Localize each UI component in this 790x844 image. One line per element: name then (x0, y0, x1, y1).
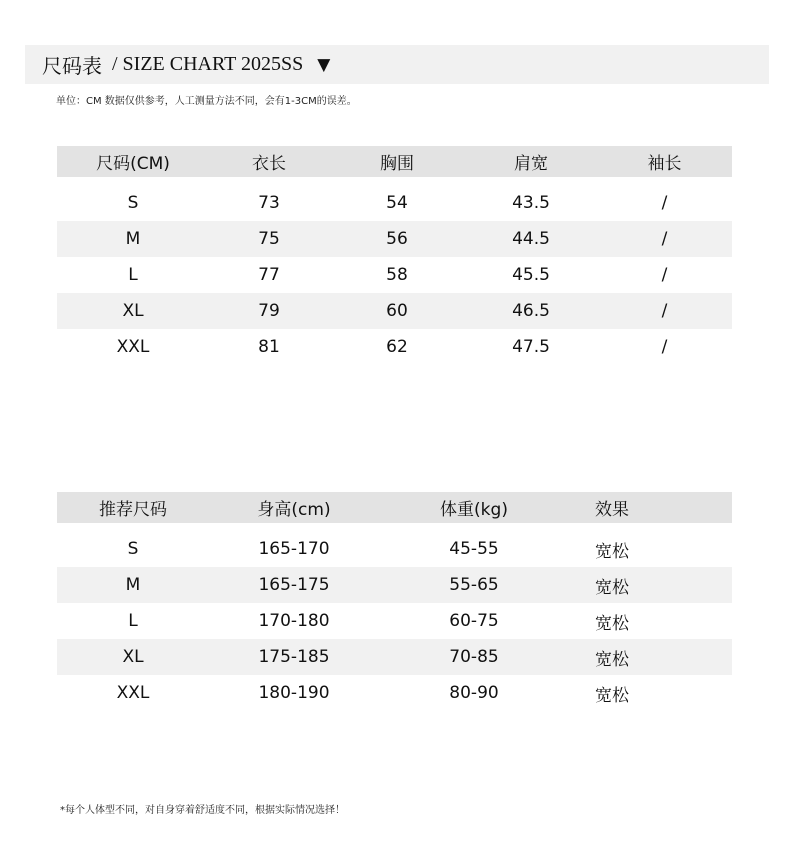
header-cell: 袖长 (597, 146, 732, 177)
chest-cell: 58 (386, 265, 408, 285)
fit-cell: 宽松 (595, 541, 629, 562)
header-cell: 体重(kg) (379, 492, 569, 523)
fit-cell: 宽松 (569, 639, 732, 675)
weight-cell: 60-75 (449, 611, 499, 631)
size-cell: XL (57, 639, 209, 675)
unit-note: 单位：CM 数据仅供参考，人工测量方法不同，会有1-3CM的误差。 (56, 96, 357, 107)
header-cell: 胸围 (329, 146, 465, 177)
chest-cell: 56 (329, 221, 465, 257)
table-header-row (57, 146, 732, 177)
size-cell: XL (57, 293, 209, 329)
header-cell: 尺码(CM) (57, 146, 209, 177)
title-chinese: 尺码表 (42, 54, 102, 78)
table-row (57, 567, 732, 603)
header-cell: 身高(cm) (209, 492, 379, 523)
sleeve-cell: / (661, 337, 668, 357)
sleeve-cell: / (661, 265, 668, 285)
size-measurement-table (57, 146, 732, 365)
size-cell: L (128, 265, 138, 285)
size-cell: S (127, 193, 139, 213)
size-recommendation-table (57, 492, 732, 711)
size-cell: XXL (116, 683, 150, 703)
size-cell: S (127, 539, 139, 559)
shoulder-cell: 43.5 (512, 193, 550, 213)
sleeve-cell: / (661, 193, 668, 213)
table-row (57, 329, 732, 365)
table-row (57, 293, 732, 329)
weight-cell: 70-85 (379, 639, 569, 675)
footnote: *每个人体型不同，对自身穿着舒适度不同，根据实际情况选择！ (60, 805, 345, 816)
header-cell: 衣长 (209, 146, 329, 177)
fit-cell: 宽松 (595, 685, 629, 706)
table-row (57, 221, 732, 257)
size-cell: M (57, 221, 209, 257)
shoulder-cell: 47.5 (512, 337, 550, 357)
fit-cell: 宽松 (595, 613, 629, 634)
size-cell: L (128, 611, 138, 631)
table-row (57, 603, 732, 639)
chest-cell: 62 (386, 337, 408, 357)
shoulder-cell: 44.5 (465, 221, 597, 257)
height-cell: 165-175 (209, 567, 379, 603)
length-cell: 75 (209, 221, 329, 257)
height-cell: 170-180 (258, 611, 330, 631)
header-cell: 肩宽 (465, 146, 597, 177)
sleeve-cell: / (597, 293, 732, 329)
weight-cell: 55-65 (379, 567, 569, 603)
height-cell: 175-185 (209, 639, 379, 675)
chest-cell: 60 (329, 293, 465, 329)
header-cell: 推荐尺码 (57, 492, 209, 523)
weight-cell: 45-55 (449, 539, 499, 559)
length-cell: 77 (258, 265, 280, 285)
weight-cell: 80-90 (449, 683, 499, 703)
height-cell: 180-190 (258, 683, 330, 703)
title-bar (25, 45, 769, 84)
table-row (57, 639, 732, 675)
table-header-row (57, 492, 732, 523)
table-row (57, 257, 732, 293)
table-row (57, 531, 732, 567)
table-row (57, 185, 732, 221)
size-cell: XXL (116, 337, 150, 357)
size-cell: M (57, 567, 209, 603)
length-cell: 79 (209, 293, 329, 329)
title-english: / SIZE CHART 2025SS (112, 53, 304, 75)
length-cell: 81 (258, 337, 280, 357)
height-cell: 165-170 (258, 539, 330, 559)
chest-cell: 54 (386, 193, 408, 213)
fit-cell: 宽松 (569, 567, 732, 603)
sleeve-cell: / (597, 221, 732, 257)
shoulder-cell: 46.5 (465, 293, 597, 329)
table-row (57, 675, 732, 711)
header-cell: 效果 (569, 492, 732, 523)
triangle-down-icon: ▼ (317, 54, 331, 75)
shoulder-cell: 45.5 (512, 265, 550, 285)
length-cell: 73 (258, 193, 280, 213)
